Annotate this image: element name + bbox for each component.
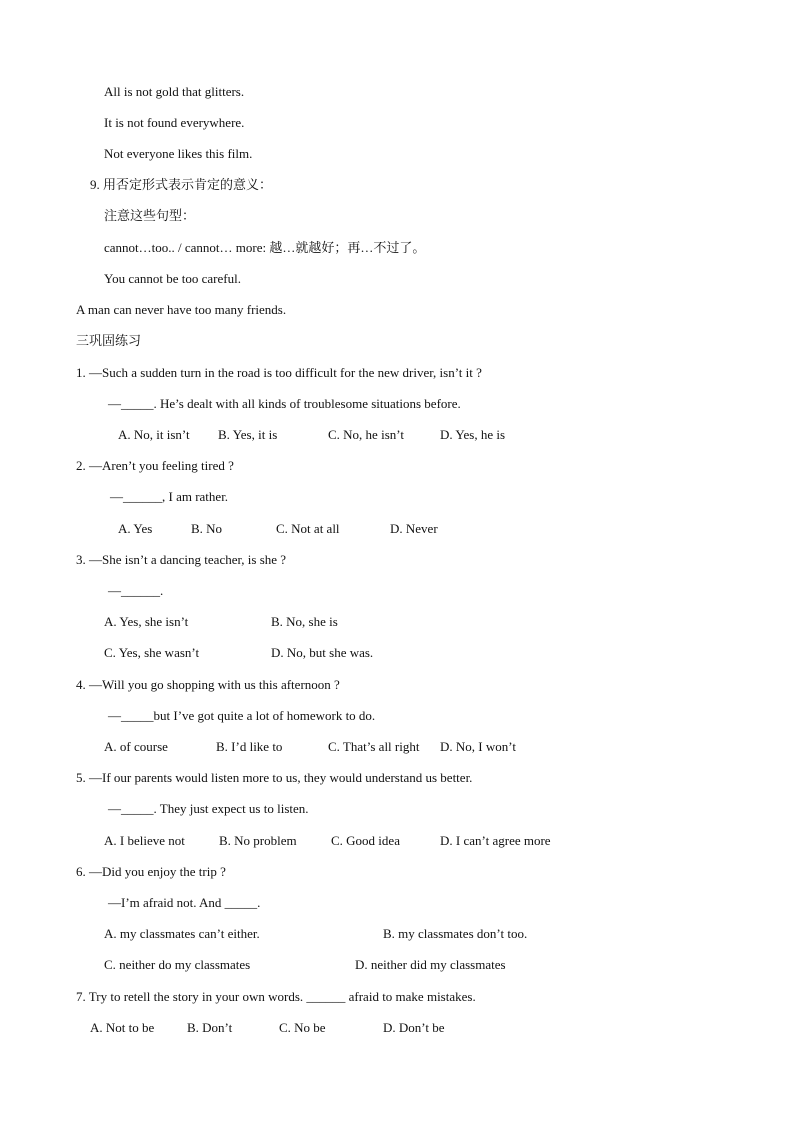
question-options	[0, 645, 794, 661]
option-a[interactable]: A. Yes	[118, 521, 153, 536]
option-a[interactable]: A. I believe not	[104, 833, 185, 848]
example-sentence: A man can never have too many friends.	[76, 302, 287, 317]
point-heading: 9. 用否定形式表示肯定的意义：	[90, 177, 273, 192]
question-options	[0, 739, 794, 755]
question-reply: —______.	[108, 583, 164, 598]
question-reply: —_____. He’s dealt with all kinds of troublesome situations before.	[108, 396, 461, 411]
question-options	[0, 957, 794, 973]
option-c[interactable]: C. Yes, she wasn’t	[104, 645, 200, 660]
option-b[interactable]: B. No	[191, 521, 223, 536]
option-b[interactable]: B. No problem	[219, 833, 297, 848]
sentence-pattern: cannot…too.. / cannot… more: 越…就越好；再…不过了。	[104, 240, 426, 255]
option-a[interactable]: A. No, it isn’t	[118, 427, 190, 442]
option-c[interactable]: C. Good idea	[331, 833, 400, 848]
question-options	[0, 521, 794, 537]
option-c[interactable]: C. No, he isn’t	[328, 427, 404, 442]
question-stem: 1. —Such a sudden turn in the road is too difficult for the new driver, isn’t it ?	[76, 365, 482, 380]
question-reply: —I’m afraid not. And _____.	[108, 895, 261, 910]
option-d[interactable]: D. I can’t agree more	[440, 833, 551, 848]
question-options	[0, 926, 794, 942]
option-b[interactable]: B. Don’t	[187, 1020, 233, 1035]
section-title: 三巩固练习	[76, 333, 142, 348]
question-stem: 2. —Aren’t you feeling tired ?	[76, 458, 234, 473]
option-a[interactable]: A. Yes, she isn’t	[104, 614, 189, 629]
question-reply: —______, I am rather.	[110, 489, 229, 504]
example-sentence: Not everyone likes this film.	[104, 146, 253, 161]
option-c[interactable]: C. Not at all	[276, 521, 340, 536]
option-d[interactable]: D. Don’t be	[383, 1020, 445, 1035]
question-reply: —_____but I’ve got quite a lot of homework to do.	[108, 708, 376, 723]
option-d[interactable]: D. Yes, he is	[440, 427, 506, 442]
option-d[interactable]: D. No, I won’t	[440, 739, 516, 754]
option-b[interactable]: B. I’d like to	[216, 739, 283, 754]
option-d[interactable]: D. Never	[390, 521, 438, 536]
example-sentence: All is not gold that glitters.	[104, 84, 245, 99]
option-c[interactable]: C. neither do my classmates	[104, 957, 251, 972]
example-sentence: It is not found everywhere.	[104, 115, 245, 130]
option-a[interactable]: A. of course	[104, 739, 168, 754]
question-stem: 3. —She isn’t a dancing teacher, is she ?	[76, 552, 287, 567]
option-b[interactable]: B. Yes, it is	[218, 427, 278, 442]
option-b[interactable]: B. No, she is	[271, 614, 338, 629]
question-reply: —_____. They just expect us to listen.	[108, 801, 309, 816]
option-c[interactable]: C. No be	[279, 1020, 326, 1035]
example-sentence: You cannot be too careful.	[104, 271, 241, 286]
question-options	[0, 427, 794, 443]
question-stem: 7. Try to retell the story in your own words. ______ afraid to make mistakes.	[76, 989, 476, 1004]
option-a[interactable]: A. my classmates can’t either.	[104, 926, 260, 941]
option-d[interactable]: D. No, but she was.	[271, 645, 374, 660]
question-options	[0, 833, 794, 849]
question-stem: 4. —Will you go shopping with us this afternoon ?	[76, 677, 340, 692]
option-a[interactable]: A. Not to be	[90, 1020, 155, 1035]
option-b[interactable]: B. my classmates don’t too.	[383, 926, 528, 941]
question-options	[0, 1020, 794, 1036]
point-note: 注意这些句型：	[104, 208, 196, 223]
question-stem: 5. —If our parents would listen more to us, they would understand us better.	[76, 770, 473, 785]
question-options	[0, 614, 794, 630]
question-stem: 6. —Did you enjoy the trip ?	[76, 864, 226, 879]
option-d[interactable]: D. neither did my classmates	[355, 957, 506, 972]
option-c[interactable]: C. That’s all right	[328, 739, 420, 754]
